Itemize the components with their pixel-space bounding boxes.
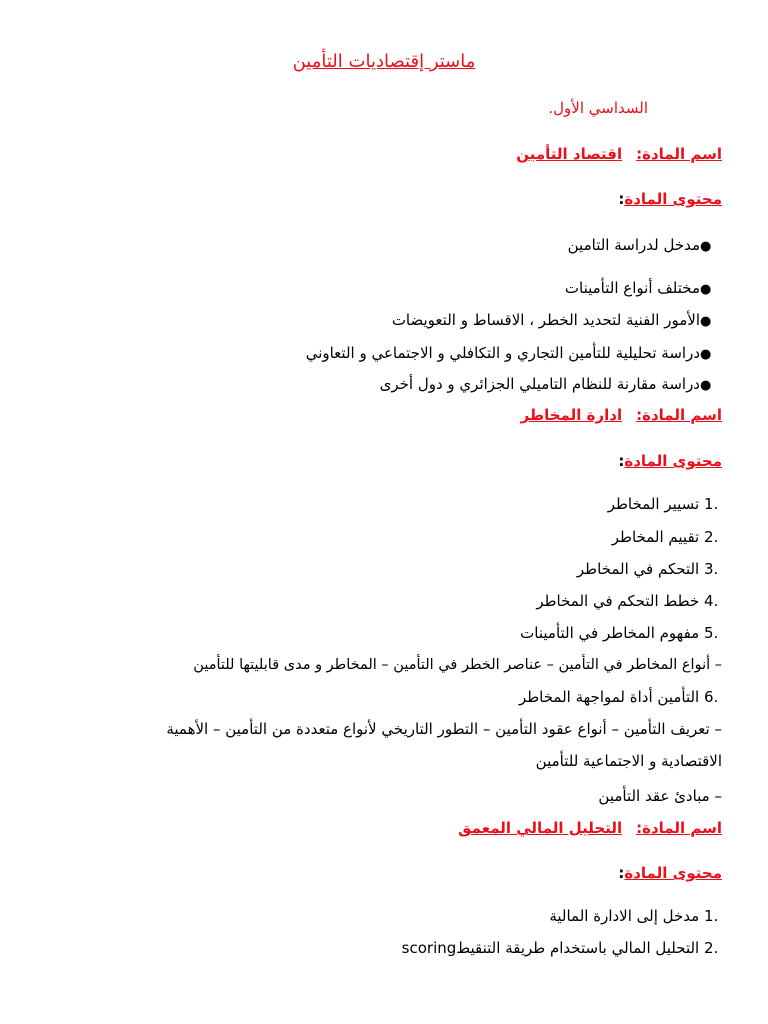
item-detail: – مبادئ عقد التأمين (598, 787, 722, 805)
list-item: ●مدخل لدراسة التامين (568, 235, 722, 257)
subject-heading-1: اسم المادة:اقتصاد التأمين (516, 145, 722, 163)
list-item: ●مختلف أنواع التأمينات (565, 278, 722, 300)
numbered-item: 5. مفهوم المخاطر في التأمينات (520, 624, 719, 642)
bullet-icon: ● (700, 314, 712, 329)
subject-heading-3: اسم المادة:التحليل المالي المعمق (458, 819, 722, 837)
list-item: ●دراسة تحليلية للتأمين التجاري و التكافلي و الاجتماعي و التعاوني (306, 343, 722, 365)
numbered-item: 1. مدخل إلى الادارة المالية (549, 907, 719, 925)
numbered-item: 2. التحليل المالي باستخدام طريقة التنقيطscoring (401, 939, 719, 957)
content-heading-1: محتوى المادة: (618, 190, 722, 208)
numbered-item: 4. خطط التحكم في المخاطر (536, 592, 719, 610)
numbered-item: 6. التأمين أداة لمواجهة المخاطر (518, 688, 719, 706)
list-item: ●الأمور الفنية لتحديد الخطر ، الاقساط و التعويضات (392, 310, 722, 332)
content-heading-2: محتوى المادة: (618, 452, 722, 470)
list-item: ●دراسة مقارنة للنظام التاميلي الجزائري و دول أخرى (380, 374, 722, 396)
document-title: ماستر إقتصاديات التأمين (292, 51, 476, 72)
numbered-item: 2. تقييم المخاطر (611, 528, 719, 546)
numbered-item: 3. التحكم في المخاطر (576, 560, 719, 578)
bullet-icon: ● (700, 239, 712, 254)
semester-heading: السداسي الأول. (548, 99, 648, 117)
bullet-icon: ● (700, 347, 712, 362)
bullet-icon: ● (700, 378, 712, 393)
subject-heading-2: اسم المادة:ادارة المخاطر (520, 406, 722, 424)
bullet-icon: ● (700, 282, 712, 297)
item-detail: – تعريف التأمين – أنواع عقود التأمين – التطور التاريخي لأنواع متعددة من التأمين – الأهمية الاقتصادية و الاجتماعية للتأمين (166, 720, 722, 770)
content-heading-3: محتوى المادة: (618, 864, 722, 882)
item-detail: – أنواع المخاطر في التأمين – عناصر الخطر في التأمين – المخاطر و مدى قابليتها للتأمين (193, 657, 722, 673)
numbered-item: 1. تسيير المخاطر (607, 495, 719, 513)
